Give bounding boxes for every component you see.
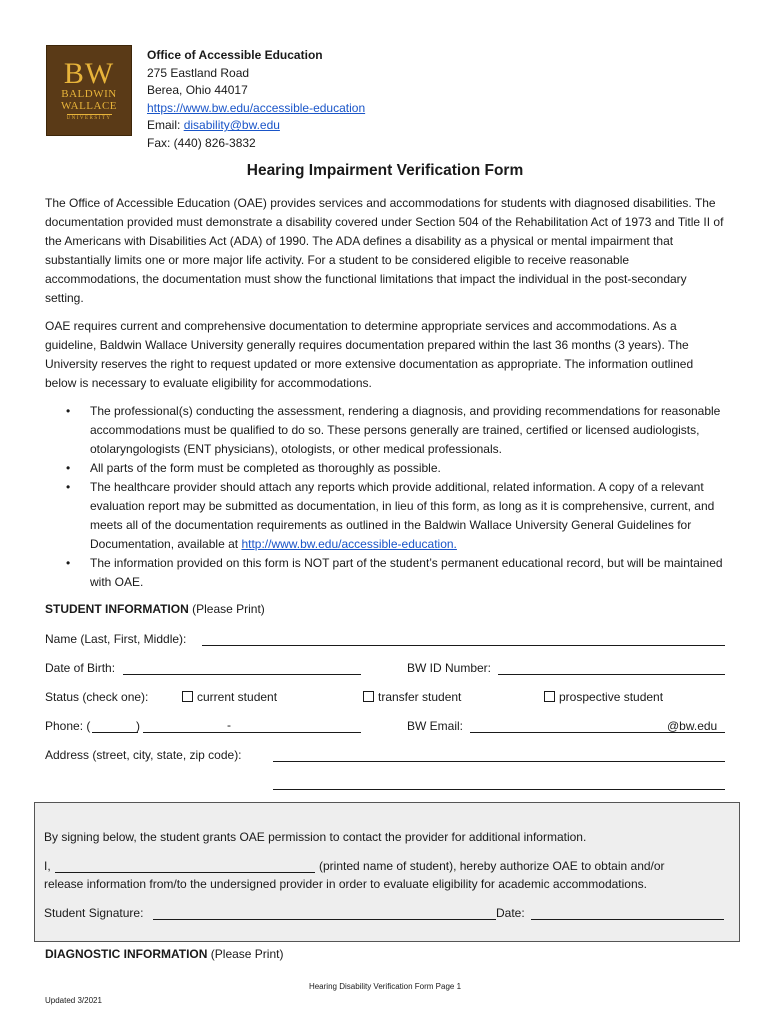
instruction-list [45, 402, 725, 592]
current-student-label: current student [197, 690, 278, 704]
consent-statement: By signing below, the student grants OAE permission to contact the provider for additional information. [44, 830, 587, 844]
status-label: Status (check one): [45, 690, 149, 704]
bullet-text: All parts of the form must be completed as thoroughly as possible. [90, 461, 441, 475]
prospective-student-label: prospective student [559, 690, 664, 704]
transfer-student-label: transfer student [378, 690, 462, 704]
consent-release-text: release information from/to the undersigned provider in order to evaluate eligibility for academic accommodations. [44, 877, 647, 891]
bw-email-suffix: @bw.edu [667, 719, 718, 733]
printed-name-line[interactable] [55, 872, 315, 873]
diagnostic-info-heading-note: (Please Print) [207, 947, 284, 961]
phone-label: Phone: ( [45, 719, 91, 733]
logo-line-wallace: WALLACE [60, 100, 118, 112]
status-option-prospective[interactable] [544, 689, 663, 705]
student-signature-label: Student Signature: [44, 906, 144, 920]
office-address-block [147, 47, 365, 153]
office-street: 275 Eastland Road [147, 65, 250, 80]
bullet-text: The information provided on this form is NOT part of the student’s permanent educational record, but will be maintained with OAE. [90, 556, 723, 589]
bw-id-label: BW ID Number: [407, 661, 492, 675]
student-info-heading-title: STUDENT INFORMATION [45, 602, 189, 616]
consent-i-label: I, [44, 859, 51, 873]
consent-box [34, 802, 740, 942]
office-email-link[interactable]: disability@bw.edu [183, 118, 280, 133]
form-title: Hearing Impairment Verification Form [246, 162, 524, 179]
signature-date-line[interactable] [531, 919, 724, 920]
student-signature-line[interactable] [153, 919, 496, 920]
office-email-label: Email: [147, 118, 184, 133]
bullet-text: The healthcare provider should attach any reports which provide additional, related information. A copy of a relevant evaluation report may be submitted as documentation, in lieu of this form, as long as it is comprehensive, current, and meets all of the documentation requirements as outlined in the Baldwin Wallace University General Guidelines for Documentation, available at [90, 480, 715, 551]
list-item: • The healthcare provider should attach any reports which provide additional, related information. A copy of a relevant evaluation report may be submitted as documentation, in lieu of this form, as long as it is comprehensive, current, and meets all of the documentation requirements as outlined in the Baldwin Wallace University General Guidelines for Documentation, available at http://www.bw.edu/accessible-education. [66, 480, 715, 551]
student-info-heading [45, 602, 265, 616]
logo-initials: BW [63, 57, 115, 90]
list-item: • The professional(s) conducting the assessment, rendering a diagnosis, and providing recommendations for reasonable accommodations must be qualified to do so. These persons generally are trained, certified or licensed audiologists, otolaryngologists (ENT physicians), otologists, or other medical professionals. [66, 404, 721, 456]
bw-logo [46, 45, 132, 136]
transfer-student-checkbox[interactable] [363, 691, 374, 702]
list-item: • The information provided on this form is NOT part of the student’s permanent educational record, but will be maintained with OAE. [66, 556, 723, 589]
page-footer: Hearing Disability Verification Form Page 1 [308, 982, 462, 991]
phone-close-paren: ) [136, 719, 140, 733]
phone-number-line[interactable] [143, 732, 361, 733]
phone-dash: - [227, 718, 231, 732]
logo-line-baldwin: BALDWIN [61, 88, 117, 100]
status-option-transfer[interactable] [363, 689, 461, 705]
list-item: • All parts of the form must be completed as thoroughly as possible. [66, 461, 441, 475]
bw-email-label: BW Email: [407, 719, 464, 733]
name-input-line[interactable] [202, 645, 725, 646]
diagnostic-info-heading [45, 947, 283, 961]
updated-date: Updated 3/2021 [45, 996, 102, 1005]
address-label: Address (street, city, state, zip code): [45, 748, 242, 762]
guidelines-link[interactable]: http://www.bw.edu/accessible-education. [241, 537, 457, 551]
current-student-checkbox[interactable] [182, 691, 193, 702]
bullet-text: The professional(s) conducting the assessment, rendering a diagnosis, and providing recommendations for reasonable accommodations must be qualified to do so. These persons generally are trained, certified or licensed audiologists, otolaryngologists (ENT physicians), otologists, or other medical professionals. [90, 404, 721, 456]
phone-area-code-line[interactable] [92, 732, 138, 733]
dob-input-line[interactable] [123, 674, 361, 675]
logo-line-university: UNIVERSITY [66, 116, 112, 121]
intro-paragraph-1: The Office of Accessible Education (OAE) provides services and accommodations for students with diagnosed disabilities. The documentation provided must demonstrate a disability covered under Section 504 of the Rehabilitation Act of 1973 and Title II of the Americans with Disabilities Act (ADA) of 1990. The ADA defines a disability as a physical or mental impairment that substantially limits one or more major life activity. For a student to be considered eligible to receive reasonable accommodations, the documentation must show the functional limitations that impact the individual in the post-secondary setting. [45, 196, 724, 305]
status-option-current[interactable] [182, 689, 277, 705]
consent-authorize-text: (printed name of student), hereby authorize OAE to obtain and/or [319, 859, 665, 873]
prospective-student-checkbox[interactable] [544, 691, 555, 702]
diagnostic-info-heading-title: DIAGNOSTIC INFORMATION [45, 947, 208, 961]
address-input-line-1[interactable] [273, 761, 725, 762]
bw-id-input-line[interactable] [498, 674, 725, 675]
intro-paragraph-2: OAE requires current and comprehensive documentation to determine appropriate services and accommodations. As a guideline, Baldwin Wallace University generally requires documentation prepared within the last 36 months (3 years). The University reserves the right to request updated or more extensive documentation as appropriate. The information outlined below is necessary to evaluate eligibility for accommodations. [45, 319, 694, 390]
student-info-heading-note: (Please Print) [188, 602, 265, 616]
office-website-link[interactable]: https://www.bw.edu/accessible-education [147, 100, 366, 115]
address-input-line-2[interactable] [273, 789, 725, 790]
office-fax: Fax: (440) 826-3832 [147, 135, 256, 150]
office-city: Berea, Ohio 44017 [147, 83, 248, 98]
dob-label: Date of Birth: [45, 661, 116, 675]
name-label: Name (Last, First, Middle): [45, 632, 187, 646]
office-name: Office of Accessible Education [147, 48, 323, 62]
signature-date-label: Date: [496, 906, 525, 920]
